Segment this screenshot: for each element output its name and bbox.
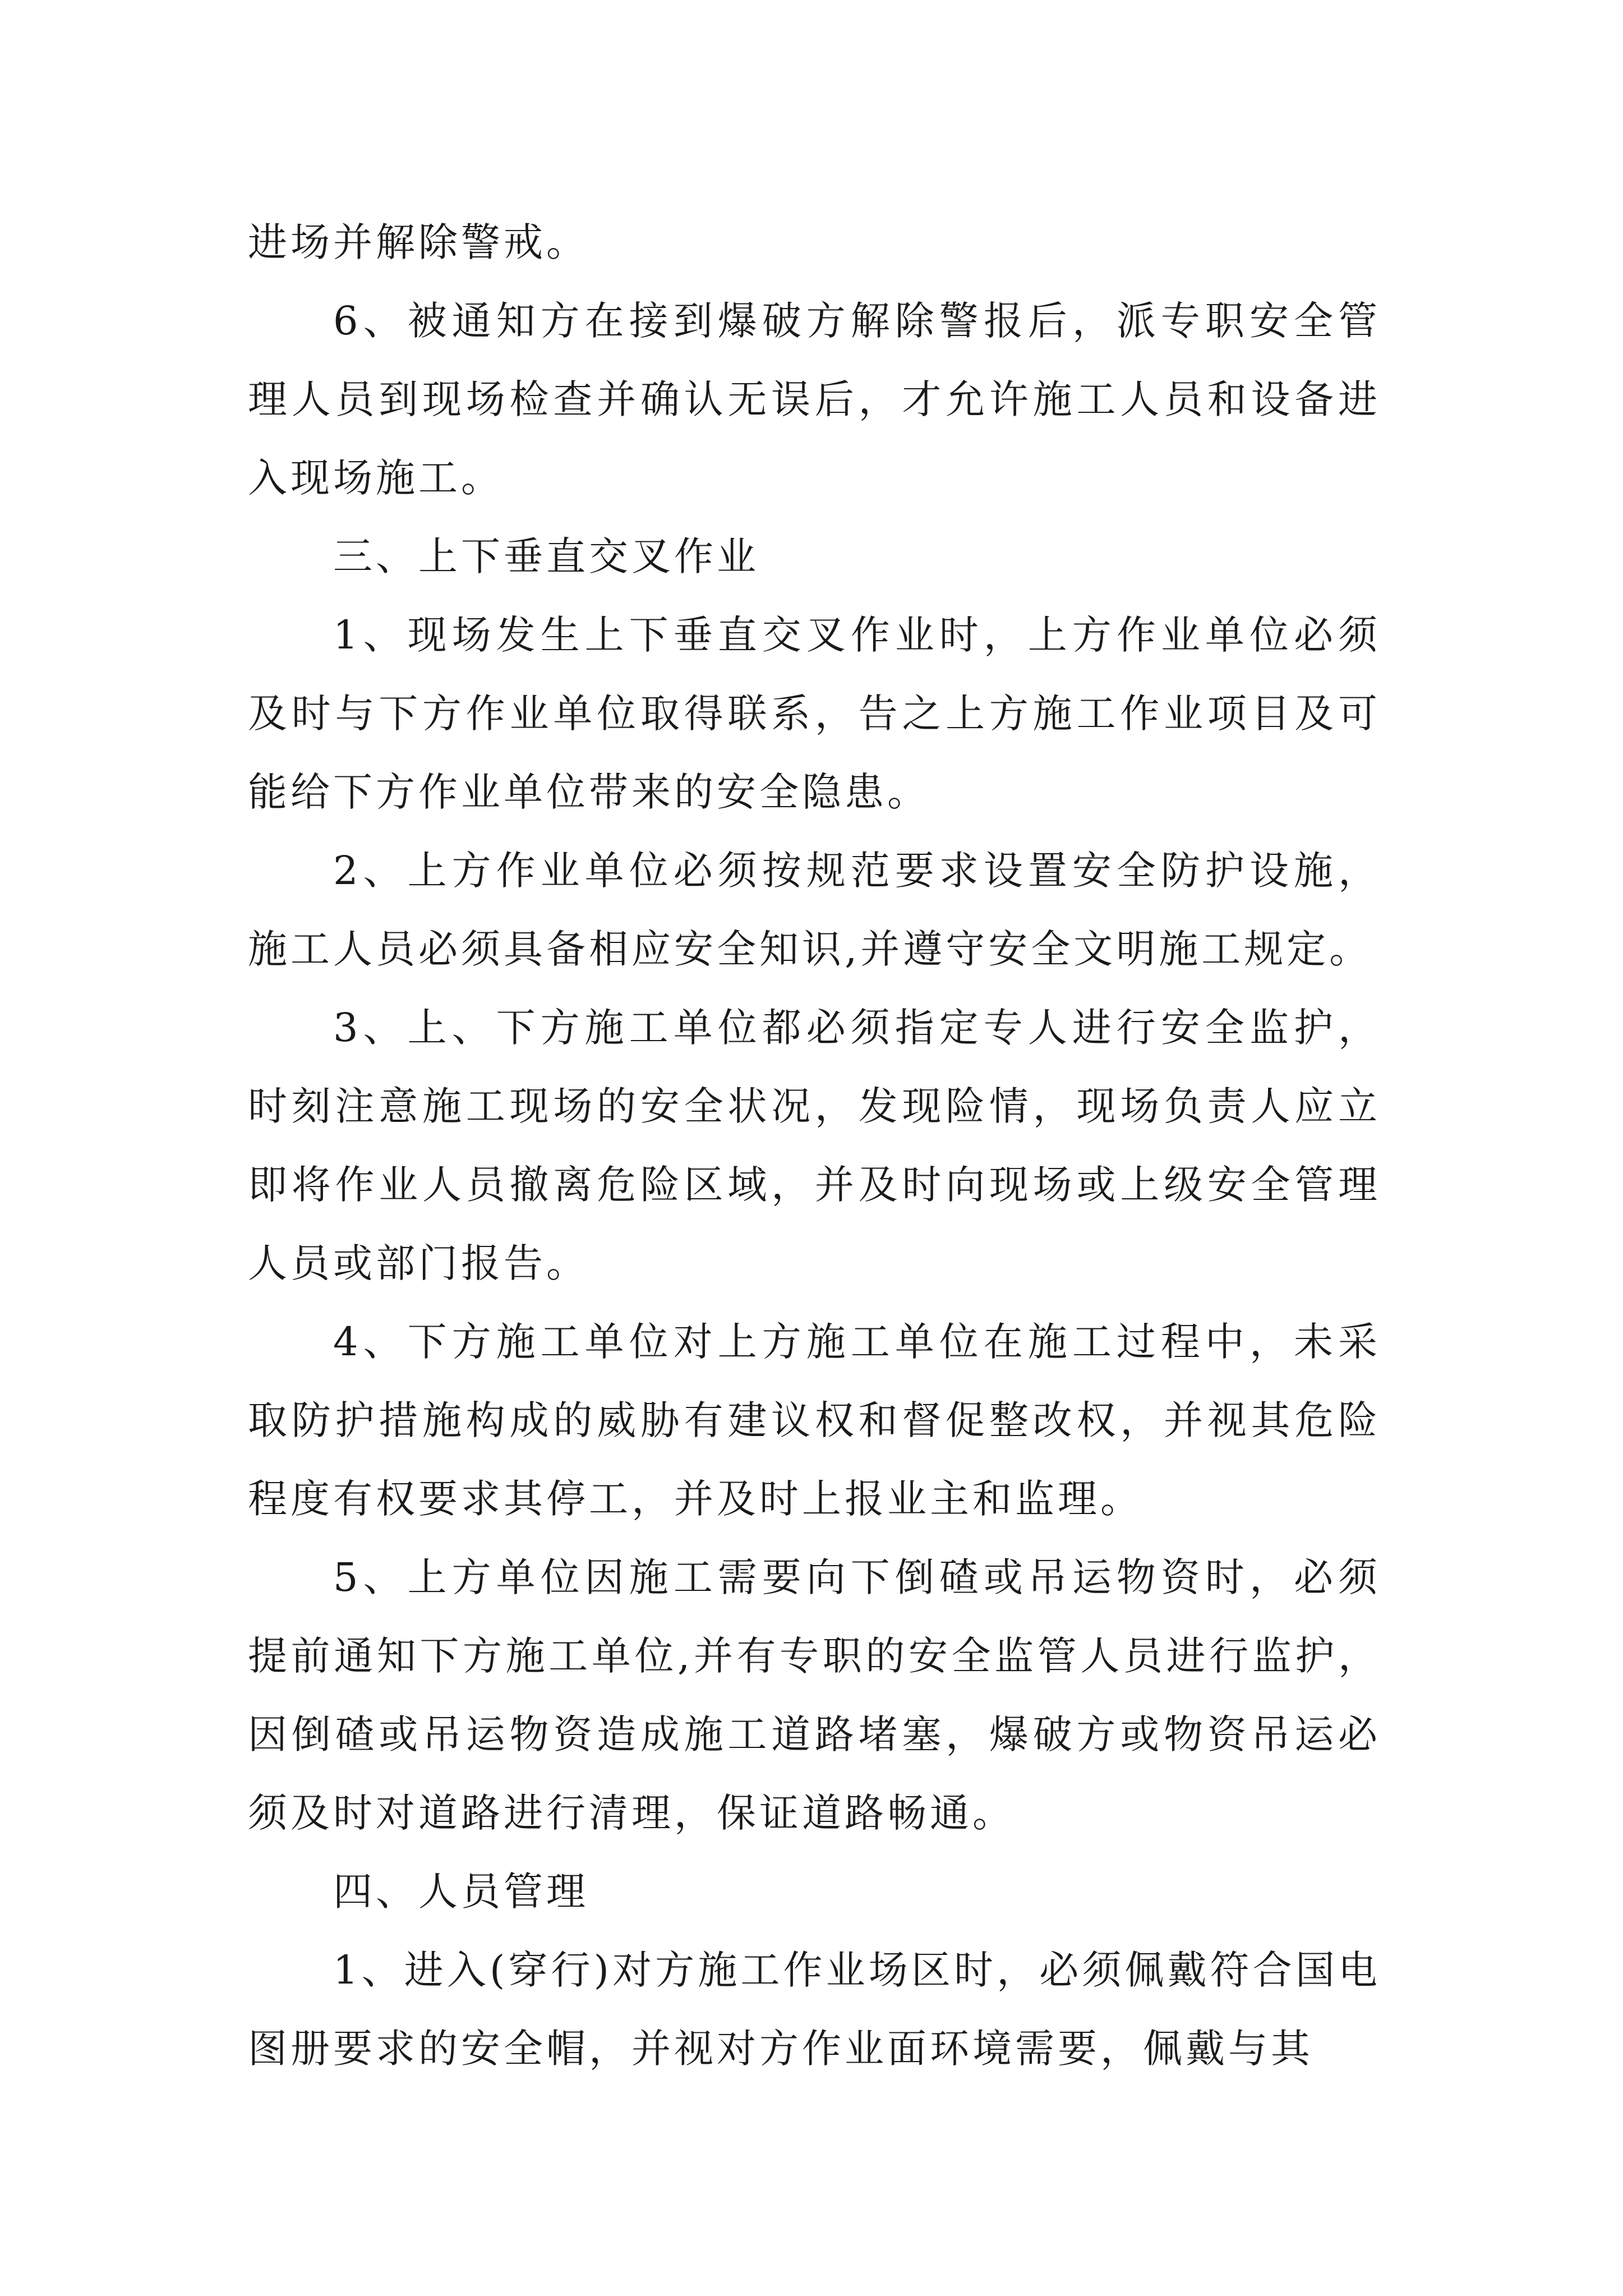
paragraph-item-4: 4、下方施工单位对上方施工单位在施工过程中，未采取防护措施构成的威胁有建议权和督促整改权，并视其危险程度有权要求其停工，并及时上报业主和监理。 [248,1319,1381,1522]
section-heading-3: 三、上下垂直交叉作业 [333,533,759,579]
paragraph-item-3: 3、上、下方施工单位都必须指定专人进行安全监护，时刻注意施工现场的安全状况，发现险情，现场负责人应立即将作业人员撤离危险区域，并及时向现场或上级安全管理人员或部门报告。 [248,1005,1381,1286]
paragraph-item-1: 1、现场发生上下垂直交叉作业时，上方作业单位必须及时与下方作业单位取得联系，告之上方施工作业项目及可能给下方作业单位带来的安全隐患。 [248,612,1381,815]
paragraph-item-2: 2、上方作业单位必须按规范要求设置安全防护设施，施工人员必须具备相应安全知识,并遵守安全文明施工规定。 [248,848,1381,972]
section-heading-4: 四、人员管理 [333,1869,589,1915]
paragraph-item-6: 6、被通知方在接到爆破方解除警报后，派专职安全管理人员到现场检查并确认无误后，才允许施工人员和设备进入现场施工。 [248,298,1381,501]
paragraph-continuation: 进场并解除警戒。 [248,219,589,265]
paragraph-item-5: 5、上方单位因施工需要向下倒碴或吊运物资时，必须提前通知下方施工单位,并有专职的安全监管人员进行监护，因倒碴或吊运物资造成施工道路堵塞，爆破方或物资吊运必须及时对道路进行清理，保证道路畅通。 [248,1554,1381,1836]
document-body [248,203,1381,2088]
paragraph-item-1-personnel: 1、进入(穿行)对方施工作业场区时，必须佩戴符合国电图册要求的安全帽，并视对方作业面环境需要，佩戴与其 [248,1947,1381,2072]
